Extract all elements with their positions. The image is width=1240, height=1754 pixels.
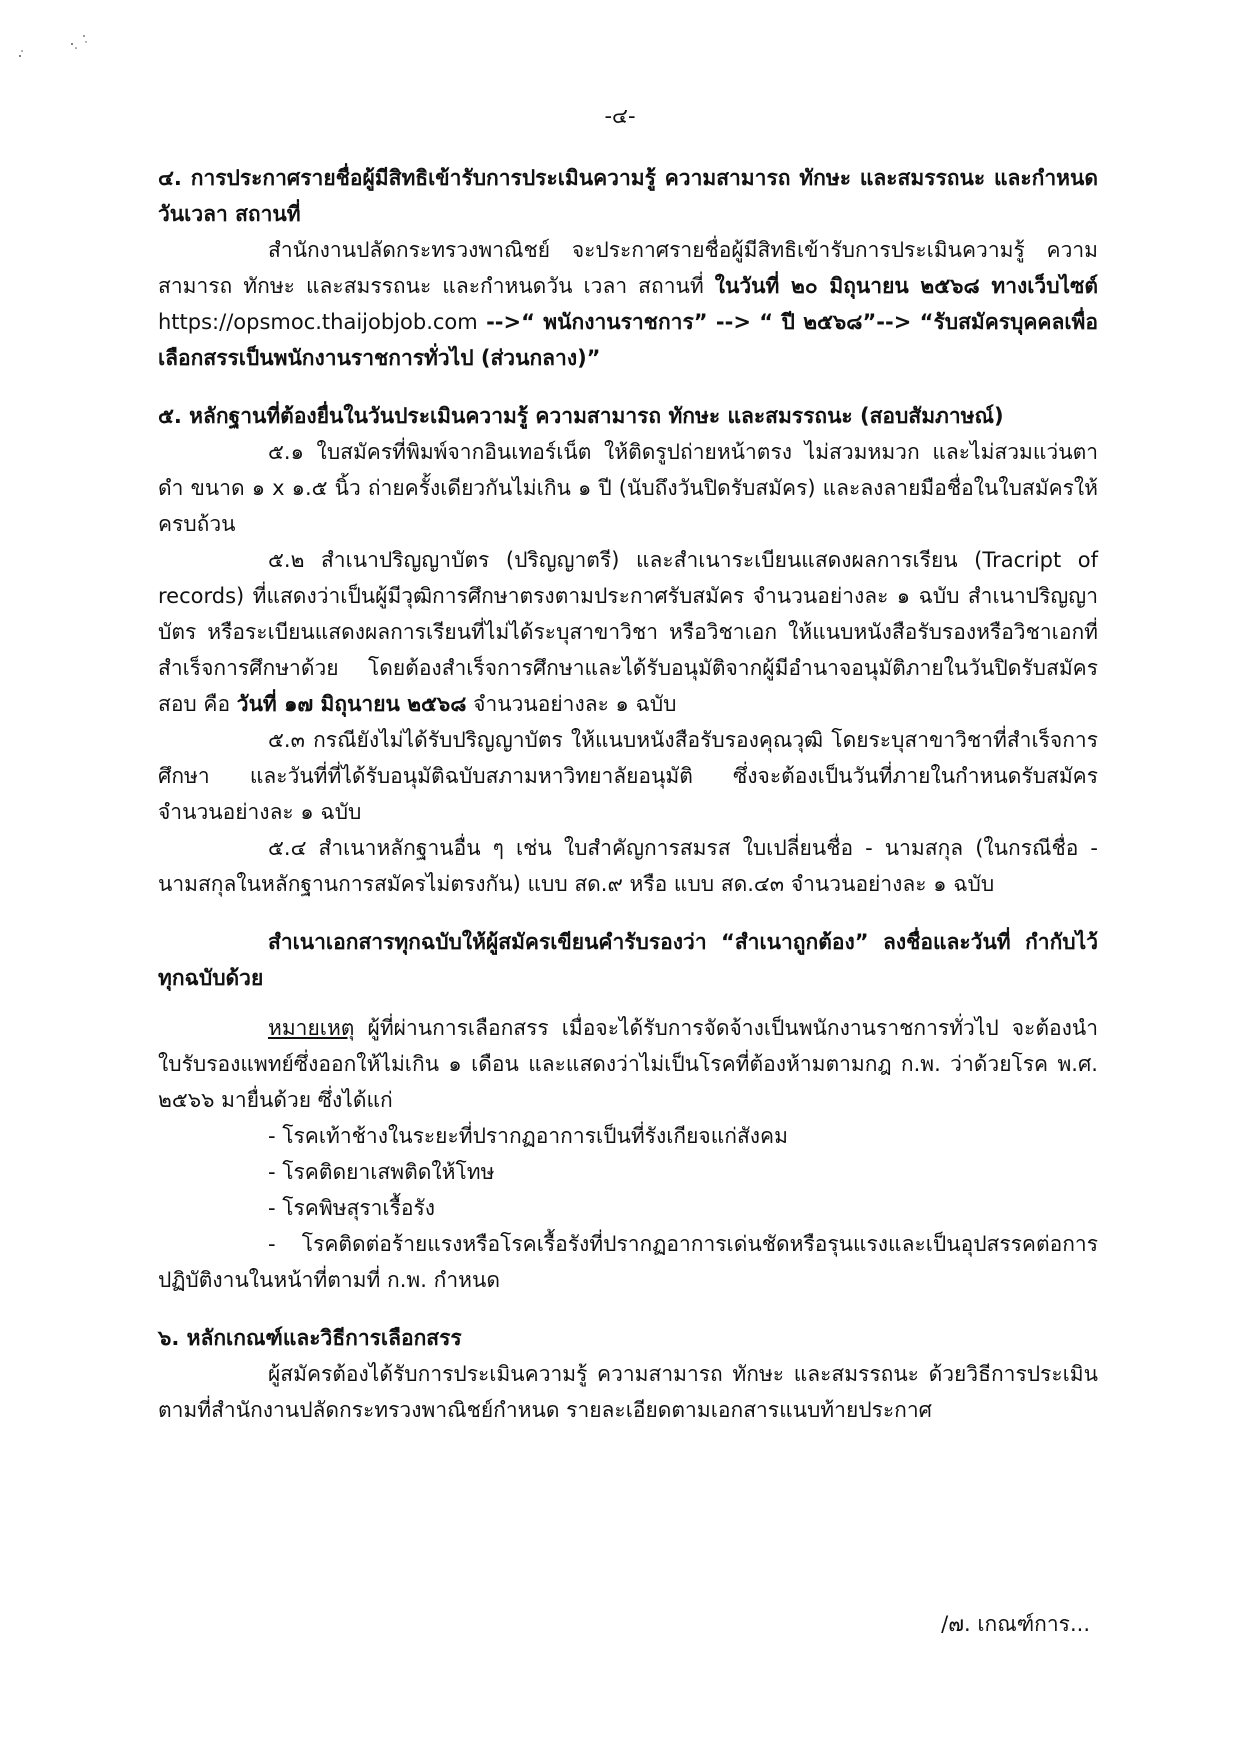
document-body	[158, 160, 1098, 1428]
section-5-item-3: ๕.๓ กรณียังไม่ได้รับปริญญาบัตร ให้แนบหนังสือรับรองคุณวุฒิ โดยระบุสาขาวิชาที่สำเร็จการศึกษา และวันที่ที่ได้รับอนุมัติฉบับสภามหาวิทยาลัยอนุมัติ ซึ่งจะต้องเป็นวันที่ภายในกำหนดรับสมัคร จำนวนอย่างละ ๑ ฉบับ	[158, 728, 1098, 824]
scan-specks	[14, 26, 104, 66]
section-5-item-2-tail: จำนวนอย่างละ ๑ ฉบับ	[466, 692, 677, 716]
section-4-heading: ๔. การประกาศรายชื่อผู้มีสิทธิเข้ารับการประเมินความรู้ ความสามารถ ทักษะ และสมรรถนะ และกำหนดวันเวลา สถานที่	[158, 166, 1098, 226]
section-6-body: ผู้สมัครต้องได้รับการประเมินความรู้ ความสามารถ ทักษะ และสมรรถนะ ด้วยวิธีการประเมินตามที่สำนักงานปลัดกระทรวงพาณิชย์กำหนด รายละเอียดตามเอกสารแนบท้ายประกาศ	[158, 1362, 1098, 1422]
website-url[interactable]: https://opsmoc.thaijobjob.com	[158, 310, 478, 334]
section-5-item-2	[158, 542, 1098, 722]
page-number: -๔-	[604, 104, 636, 128]
disease-item: - โรคพิษสุราเรื้อรัง	[268, 1196, 436, 1220]
certify-copy-note: สำเนาเอกสารทุกฉบับให้ผู้สมัครเขียนคำรับรองว่า “สำเนาถูกต้อง” ลงชื่อและวันที่ กำกับไว้ทุกฉบับด้วย	[158, 930, 1098, 990]
section-4-text: สำนักงานปลัดกระทรวงพาณิชย์ จะประกาศรายชื่อผู้มีสิทธิเข้ารับการประเมินความรู้ ความสามารถ ทักษะ และสมรรถนะ และกำหนดวัน เวลา สถานที่	[158, 238, 1098, 298]
section-6-heading: ๖. หลักเกณฑ์และวิธีการเลือกสรร	[158, 1326, 462, 1350]
remark-label: หมายเหตุ	[268, 1016, 355, 1040]
disease-item: - โรคเท้าช้างในระยะที่ปรากฏอาการเป็นที่รังเกียจแก่สังคม	[268, 1124, 788, 1148]
remark-text: ผู้ที่ผ่านการเลือกสรร เมื่อจะได้รับการจัดจ้างเป็นพนักงานราชการทั่วไป จะต้องนำใบรับรองแพทย์ซึ่งออกให้ไม่เกิน ๑ เดือน และแสดงว่าไม่เป็นโรคที่ต้องห้ามตามกฎ ก.พ. ว่าด้วยโรค พ.ศ. ๒๕๖๖ มายื่นด้วย ซึ่งได้แก่	[158, 1016, 1098, 1112]
remark-paragraph	[158, 1010, 1098, 1118]
continuation-footer: /๗. เกณฑ์การ...	[941, 1612, 1090, 1636]
disease-item: - โรคติดต่อร้ายแรงหรือโรคเรื้อรังที่ปรากฏอาการเด่นชัดหรือรุนแรงและเป็นอุปสรรคต่อการปฏิบัติงานในหน้าที่ตามที่ ก.พ. กำหนด	[158, 1232, 1098, 1292]
website-path: -->“ พนักงานราชการ” --> “ ปี ๒๕๖๘”--> “รับสมัครบุคคลเพื่อเลือกสรรเป็นพนักงานราชการทั่วไป (ส่วนกลาง)”	[158, 310, 1098, 370]
section-4-body	[158, 232, 1098, 376]
section-5-item-4: ๕.๔ สำเนาหลักฐานอื่น ๆ เช่น ใบสำคัญการสมรส ใบเปลี่ยนชื่อ - นามสกุล (ในกรณีชื่อ - นามสกุลในหลักฐานการสมัครไม่ตรงกัน) แบบ สด.๙ หรือ แบบ สด.๔๓ จำนวนอย่างละ ๑ ฉบับ	[158, 836, 1098, 896]
section-4-date: ในวันที่ ๒๐ มิถุนายน ๒๕๖๘ ทางเว็บไซต์	[714, 274, 1098, 298]
disease-item: - โรคติดยาเสพติดให้โทษ	[268, 1160, 495, 1184]
section-5-heading: ๕. หลักฐานที่ต้องยื่นในวันประเมินความรู้ ความสามารถ ทักษะ และสมรรถนะ (สอบสัมภาษณ์)	[158, 404, 1004, 428]
section-5-item-2-text: ๕.๒ สำเนาปริญญาบัตร (ปริญญาตรี) และสำเนาระเบียนแสดงผลการเรียน (Tracript of records) ที่แสดงว่าเป็นผู้มีวุฒิการศึกษาตรงตามประกาศรับสมัคร จำนวนอย่างละ ๑ ฉบับ สำเนาปริญญาบัตร หรือระเบียนแสดงผลการเรียนที่ไม่ได้ระบุสาขาวิชา หรือวิชาเอก ให้แนบหนังสือรับรองหรือวิชาเอกที่สำเร็จการศึกษาด้วย โดยต้องสำเร็จการศึกษาและได้รับอนุมัติจากผู้มีอำนาจอนุมัติภายในวันปิดรับสมัครสอบ คือ	[158, 548, 1098, 716]
section-5-item-2-date: วันที่ ๑๗ มิถุนายน ๒๕๖๘	[236, 692, 467, 716]
section-5-item-1: ๕.๑ ใบสมัครที่พิมพ์จากอินเทอร์เน็ต ให้ติดรูปถ่ายหน้าตรง ไม่สวมหมวก และไม่สวมแว่นตาดำ ขนาด ๑ x ๑.๕ นิ้ว ถ่ายครั้งเดียวกันไม่เกิน ๑ ปี (นับถึงวันปิดรับสมัคร) และลงลายมือชื่อในใบสมัครให้ครบถ้วน	[158, 440, 1098, 536]
